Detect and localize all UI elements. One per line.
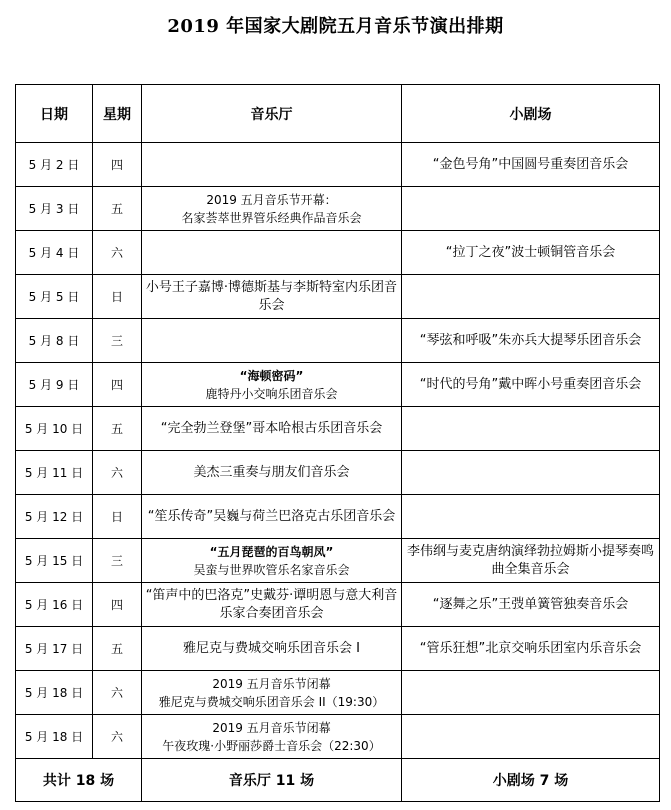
concert-hall-cell xyxy=(142,187,402,231)
concert-hall-cell xyxy=(142,275,402,319)
hall-event-line1: “五月琵琶的百鸟朝凤” xyxy=(209,544,334,559)
small-theatre-cell xyxy=(402,495,660,539)
table-row xyxy=(16,407,660,451)
table-row xyxy=(16,451,660,495)
weekday-cell: 六 xyxy=(93,451,142,495)
small-theatre-cell: “时代的号角”戴中晖小号重奏团音乐会 xyxy=(402,363,660,407)
concert-hall-cell xyxy=(142,627,402,671)
date-cell: 5 月 8 日 xyxy=(16,319,93,363)
small-theatre-cell: “琴弦和呼吸”朱亦兵大提琴乐团音乐会 xyxy=(402,319,660,363)
total-small-theatre-cell: 小剧场 7 场 xyxy=(402,759,660,802)
hall-event-line2: 雅尼克与费城交响乐团音乐会 II（19:30） xyxy=(158,694,385,709)
weekday-cell: 六 xyxy=(93,231,142,275)
header-row xyxy=(16,85,660,143)
concert-hall-cell xyxy=(142,539,402,583)
hall-event-line1: “海顿密码” xyxy=(239,368,304,383)
weekday-cell: 六 xyxy=(93,671,142,715)
concert-hall-cell xyxy=(142,583,402,627)
schedule-table xyxy=(15,84,660,802)
weekday-cell: 五 xyxy=(93,407,142,451)
hall-event-line2: 名家荟萃世界管乐经典作品音乐会 xyxy=(181,210,362,225)
small-theatre-cell: “逐舞之乐”王弢单簧管独奏音乐会 xyxy=(402,583,660,627)
concert-hall-cell xyxy=(142,143,402,187)
hall-event-line1: 2019 五月音乐节开幕： xyxy=(206,192,337,207)
hall-event-line2: 雅尼克与费城交响乐团音乐会 I xyxy=(183,640,360,656)
small-theatre-cell xyxy=(402,407,660,451)
hall-event-line2: “笛声中的巴洛克”史戴芬·谭明恩与意大利音乐家合奏团音乐会 xyxy=(145,587,398,621)
header-weekday: 星期 xyxy=(93,85,142,143)
concert-hall-cell xyxy=(142,495,402,539)
hall-event-line2: “完全勃兰登堡”哥本哈根古乐团音乐会 xyxy=(160,420,383,436)
table-row xyxy=(16,187,660,231)
small-theatre-cell: “金色号角”中国圆号重奏团音乐会 xyxy=(402,143,660,187)
weekday-cell: 三 xyxy=(93,319,142,363)
small-theatre-cell xyxy=(402,715,660,759)
table-row xyxy=(16,671,660,715)
date-cell: 5 月 4 日 xyxy=(16,231,93,275)
table-row xyxy=(16,275,660,319)
date-cell: 5 月 3 日 xyxy=(16,187,93,231)
date-cell: 5 月 11 日 xyxy=(16,451,93,495)
hall-event-line2: 吴蛮与世界吹管乐名家音乐会 xyxy=(193,562,350,577)
weekday-cell: 日 xyxy=(93,275,142,319)
concert-hall-cell xyxy=(142,231,402,275)
header-date: 日期 xyxy=(16,85,93,143)
weekday-cell: 四 xyxy=(93,363,142,407)
concert-hall-cell xyxy=(142,671,402,715)
weekday-cell: 三 xyxy=(93,539,142,583)
table-row xyxy=(16,715,660,759)
hall-event-line2: “笙乐传奇”吴巍与荷兰巴洛克古乐团音乐会 xyxy=(147,508,396,524)
concert-hall-cell xyxy=(142,319,402,363)
weekday-cell: 五 xyxy=(93,627,142,671)
header-concert-hall: 音乐厅 xyxy=(142,85,402,143)
date-cell: 5 月 5 日 xyxy=(16,275,93,319)
date-cell: 5 月 16 日 xyxy=(16,583,93,627)
weekday-cell: 四 xyxy=(93,583,142,627)
hall-event-line2: 美杰三重奏与朋友们音乐会 xyxy=(193,464,350,480)
weekday-cell: 六 xyxy=(93,715,142,759)
small-theatre-cell: “管乐狂想”北京交响乐团室内乐音乐会 xyxy=(402,627,660,671)
weekday-cell: 四 xyxy=(93,143,142,187)
weekday-cell: 五 xyxy=(93,187,142,231)
table-row xyxy=(16,539,660,583)
table-row xyxy=(16,319,660,363)
small-theatre-cell xyxy=(402,187,660,231)
concert-hall-cell xyxy=(142,363,402,407)
hall-event-line1: 2019 五月音乐节闭幕 xyxy=(212,676,331,691)
table-row xyxy=(16,627,660,671)
hall-event-line1: 2019 五月音乐节闭幕 xyxy=(212,720,331,735)
page-title: 2019 年国家大剧院五月音乐节演出排期 xyxy=(167,16,504,37)
small-theatre-cell: “拉丁之夜”波士顿铜管音乐会 xyxy=(402,231,660,275)
date-cell: 5 月 2 日 xyxy=(16,143,93,187)
date-cell: 5 月 12 日 xyxy=(16,495,93,539)
hall-event-line2: 鹿特丹小交响乐团音乐会 xyxy=(205,386,338,401)
small-theatre-cell xyxy=(402,451,660,495)
header-small-theatre: 小剧场 xyxy=(402,85,660,143)
date-cell: 5 月 10 日 xyxy=(16,407,93,451)
date-cell: 5 月 15 日 xyxy=(16,539,93,583)
date-cell: 5 月 17 日 xyxy=(16,627,93,671)
date-cell: 5 月 9 日 xyxy=(16,363,93,407)
small-theatre-cell xyxy=(402,275,660,319)
hall-event-line2: 午夜玫瑰·小野丽莎爵士音乐会（22:30） xyxy=(162,738,381,753)
table-row xyxy=(16,231,660,275)
weekday-cell: 日 xyxy=(93,495,142,539)
small-theatre-cell xyxy=(402,671,660,715)
total-all-cell: 共计 18 场 xyxy=(16,759,142,802)
date-cell: 5 月 18 日 xyxy=(16,671,93,715)
table-row xyxy=(16,583,660,627)
hall-event-line2: 小号王子嘉博·博德斯基与李斯特室内乐团音乐会 xyxy=(145,279,398,313)
table-row xyxy=(16,143,660,187)
concert-hall-cell xyxy=(142,715,402,759)
total-concert-hall-cell: 音乐厅 11 场 xyxy=(142,759,402,802)
concert-hall-cell xyxy=(142,451,402,495)
table-row xyxy=(16,363,660,407)
concert-hall-cell xyxy=(142,407,402,451)
date-cell: 5 月 18 日 xyxy=(16,715,93,759)
totals-row xyxy=(16,759,660,802)
table-row xyxy=(16,495,660,539)
small-theatre-cell: 李伟纲与麦克唐纳演绎勃拉姆斯小提琴奏鸣曲全集音乐会 xyxy=(402,539,660,583)
